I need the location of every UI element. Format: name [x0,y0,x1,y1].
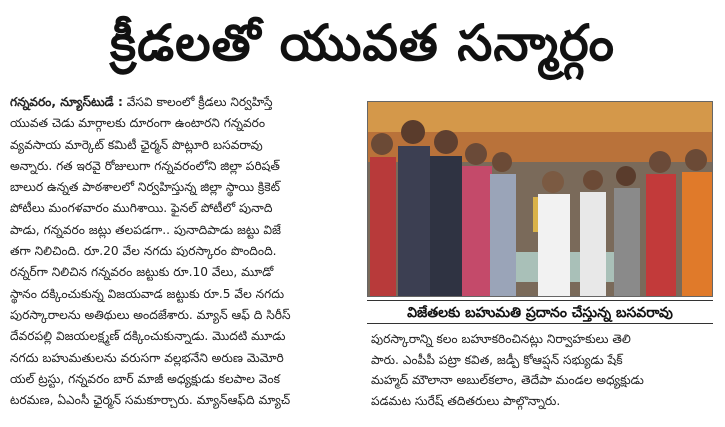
photo-caption: విజేతలకు బహుమతి ప్రదానం చేస్తున్న బసవరావు [367,300,713,324]
article-line-6: పోటీలు మంగళవారం ముగిశాయి. ఫైనల్ పోటీలో పునాది [10,201,273,216]
cricket-team-photo [368,102,713,297]
article-line-12: దేవరపల్లి విజయలక్ష్మణ్ దక్కించుకున్నాడు. మొదటి మూడు [10,329,286,344]
article-right-line-2: పారు. ఎంపీపీ పట్రా కవిత, జడ్పీ కోఆప్షన్ సభ్యుడు షేక్ [371,352,623,367]
article-line-13: నగదు బహుమతులను వరుసగా వల్లభనేని అరుణ మెమోరి [10,350,284,365]
article-line-3: వ్యవసాయ మార్కెట్ కమిటీ ఛైర్మన్ పొట్లూరి బసవరావు [10,137,263,152]
article-right-line-4: పడమట సురేష్ తదితరులు పాల్గొన్నారు. [371,393,561,408]
article-line-11: పురస్కారాలను అతిథులు అందజేశారు. మ్యాన్ ఆఫ్ ది సిరీస్ [10,307,291,322]
article-body-left [10,92,362,422]
article-line-1 [10,92,362,113]
article-line-8: తగా నిలిచింది. రూ.20 వేల నగదు పురస్కారం పొందింది. [10,244,277,259]
dateline: గన్నవరం, న్యూస్‌టుడే : [10,95,123,109]
headline: క్రీడలతో యువత సన్మార్గం [110,14,615,72]
article-line-15: టరమణ, ఏఎంసీ ఛైర్మన్ సమకూర్చారు. మ్యాన్‌ఆఫ్‌ది మ్యాచ్ [10,393,291,408]
article-body-right [371,329,716,424]
article-line-14: యల్ ట్రస్టు, గన్నవరం బార్ మాజీ అధ్యక్షుడు కలపాల వెంక [10,371,280,386]
article-line-9: రన్నర్‌గా నిలిచిన గన్నవరం జట్టుకు రూ.10 వేలు, మూడో [10,265,274,280]
article-line-4: అన్నారు. గత ఇరవై రోజులుగా గన్నవరంలోని జిల్లా పరిషత్ [10,158,280,173]
article-line-7: పాడు, గన్నవరం జట్లు తలపడగా.. పునాదిపాడు జట్టు విజే [10,222,281,237]
article-line-1-text: వేసవి కాలంలో క్రీడలు నిర్వహిస్తే [122,95,273,109]
article-line-2: యువత చెడు మార్గాలకు దూరంగా ఉంటారని గన్నవరం [10,116,266,131]
news-photo [367,101,713,297]
article-right-line-3: మహ్మద్ మౌలానా అబుల్‌కలాం, తెదేపా మండల అధ్యక్షుడు [371,373,644,387]
article-line-5: బాలుర ఉన్నత పాఠశాలలో నిర్వహిస్తున్న జిల్లా స్థాయి క్రికెట్ [10,180,281,195]
article-line-10: స్థానం దక్కించుకున్న విజయవాడ జట్టుకు రూ.5 వేల నగదు [10,286,285,301]
article-right-line-1: పురస్కారాన్ని కలం బహూకరించినట్లు నిర్వాహకులు తెలి [371,332,631,346]
